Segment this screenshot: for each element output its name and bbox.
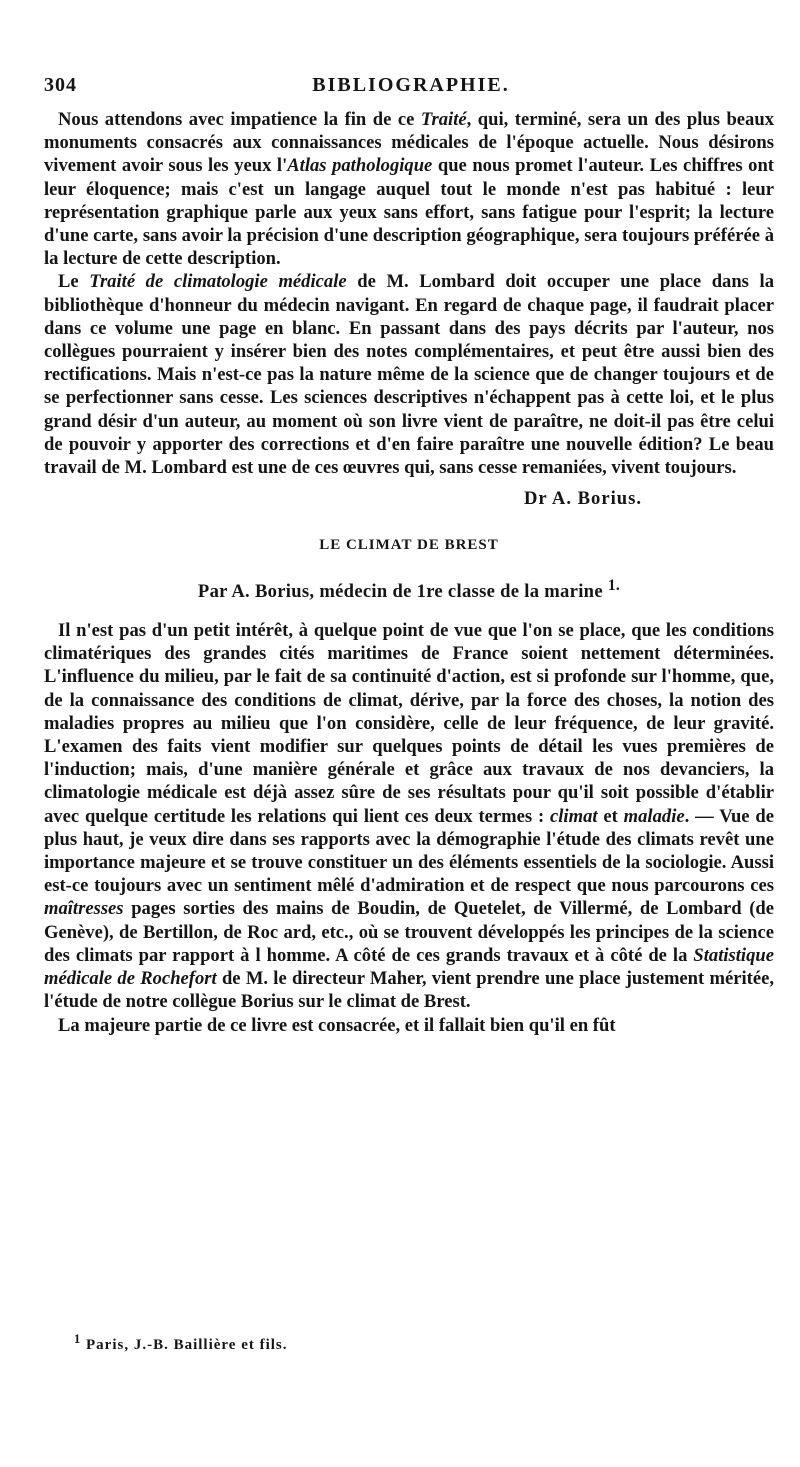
paragraph-3 (44, 619, 774, 1013)
paragraph-4: La majeure partie de ce livre est consacrée, et il fallait bien qu'il en fût (58, 1014, 616, 1036)
page-number: 304 (44, 74, 77, 96)
italic-title: Traité de climatologie médicale (89, 271, 347, 293)
text-run: que nous promet l'auteur. Les chiffres ont leur éloquence; mais c'est un langage auquel tout le monde n'est pas habitué : leur représentation graphique parle aux yeux sans effort, sans fatigue pour l'esprit; la lecture d'une carte, sans avoir la précision d'une description géographique, sera toujours préférée à la lecture de cette description. (44, 155, 774, 270)
signature: Dr A. Borius. (523, 488, 642, 510)
text-run: de M. Lombard doit occuper une place dans la bibliothèque d'honneur du médecin navigant. En regard de chaque page, il faudrait placer dans ce volume une page en blanc. En passant dans des pays décrits par l'auteur, nos collègues pourraient y insérer bien des notes complémentaires, et peut être aussi bien des rectifications. Mais n'est-ce pas la nature même de la science que de changer toujours et de se perfectionner sans cesse. Les sciences descriptives n'échappent pas à cette loi, et le plus grand désir d'un auteur, au moment où son livre vient de paraître, ne doit-il pas être celui de pouvoir y apporter des corrections et d'en faire paraître une nouvelle édition? Le beau travail de M. Lombard est une de ces œuvres qui, sans cesse remaniées, vivent toujours. (44, 271, 774, 479)
italic-term: maîtresses (44, 898, 124, 920)
paragraph-1 (44, 108, 774, 270)
italic-term: climat (550, 805, 598, 827)
page-header (44, 74, 778, 98)
page-body (44, 108, 774, 1037)
text-run: . — Vue de plus haut, je veux dire dans ses rapports avec la démographie l'étude des climats revêt une importance majeure et se trouve constituer un des éléments essentiels de la sociologie. Aussi est-ce toujours avec un sentiment mêlé d'admiration et de respect que nous parcourons ces (44, 805, 774, 897)
footnote (74, 1332, 288, 1354)
running-head: BIBLIOGRAPHIE. (312, 74, 510, 96)
section-title: LE CLIMAT DE BREST (319, 537, 499, 554)
text-run: pages sorties des mains de Boudin, de Quetelet, de Villermé, de Lombard (de Genève), de Bertillon, de Roc ard, etc., où se trouvent développés les principes de la science des climats par rapport à l homme. A côté de ces grands travaux et à côté de la (44, 898, 774, 966)
italic-title: Traité (420, 109, 467, 130)
text-run: et (597, 805, 624, 827)
text-run: , qui, terminé, sera un des plus beaux monuments consacrés aux connaissances médicales de l'époque actuelle. Nous désirons vivement avoir sous les yeux l' (44, 109, 774, 177)
footnote-reference: 1. (607, 576, 621, 594)
byline-text: Par A. Borius, médecin de 1re classe de la marine (197, 580, 603, 602)
footnote-mark: 1 (74, 1332, 82, 1346)
text-run: de M. le directeur Maher, vient prendre une place justement méritée, l'étude de notre collègue Borius sur le climat de Brest. (44, 968, 774, 1013)
byline (44, 574, 774, 603)
italic-title: Atlas pathologique (287, 155, 433, 177)
text-run: Nous attendons avec impatience la fin de ce (58, 109, 421, 130)
italic-title: Statistique médicale de Rochefort (44, 944, 774, 990)
footnote-text: Paris, J.-B. Baillière et fils. (86, 1337, 288, 1353)
text-run: Il n'est pas d'un petit intérêt, à quelque point de vue que l'on se place, que les conditions climatériques des grandes cités maritimes de France soient nettement déterminées. L'influence du milieu, par le fait de sa continuité d'action, est si profonde sur l'homme, que, de la connaissance des conditions de climat, dérive, par la force des choses, la notion des maladies propres au milieu que l'on considère, celle de leur fréquence, de leur gravité. L'examen des faits vient modifier sur quelques points de détail les vues premières de l'induction; mais, d'une manière générale et grâce aux travaux de nos devanciers, la climatologie médicale est déjà assez sûre de ses résultats pour qu'il soit possible d'établir avec quelque certitude les relations qui lient ces deux termes : (44, 620, 774, 827)
text-run: Le (58, 271, 90, 293)
paragraph-2 (44, 270, 774, 479)
italic-term: maladie (623, 805, 685, 827)
